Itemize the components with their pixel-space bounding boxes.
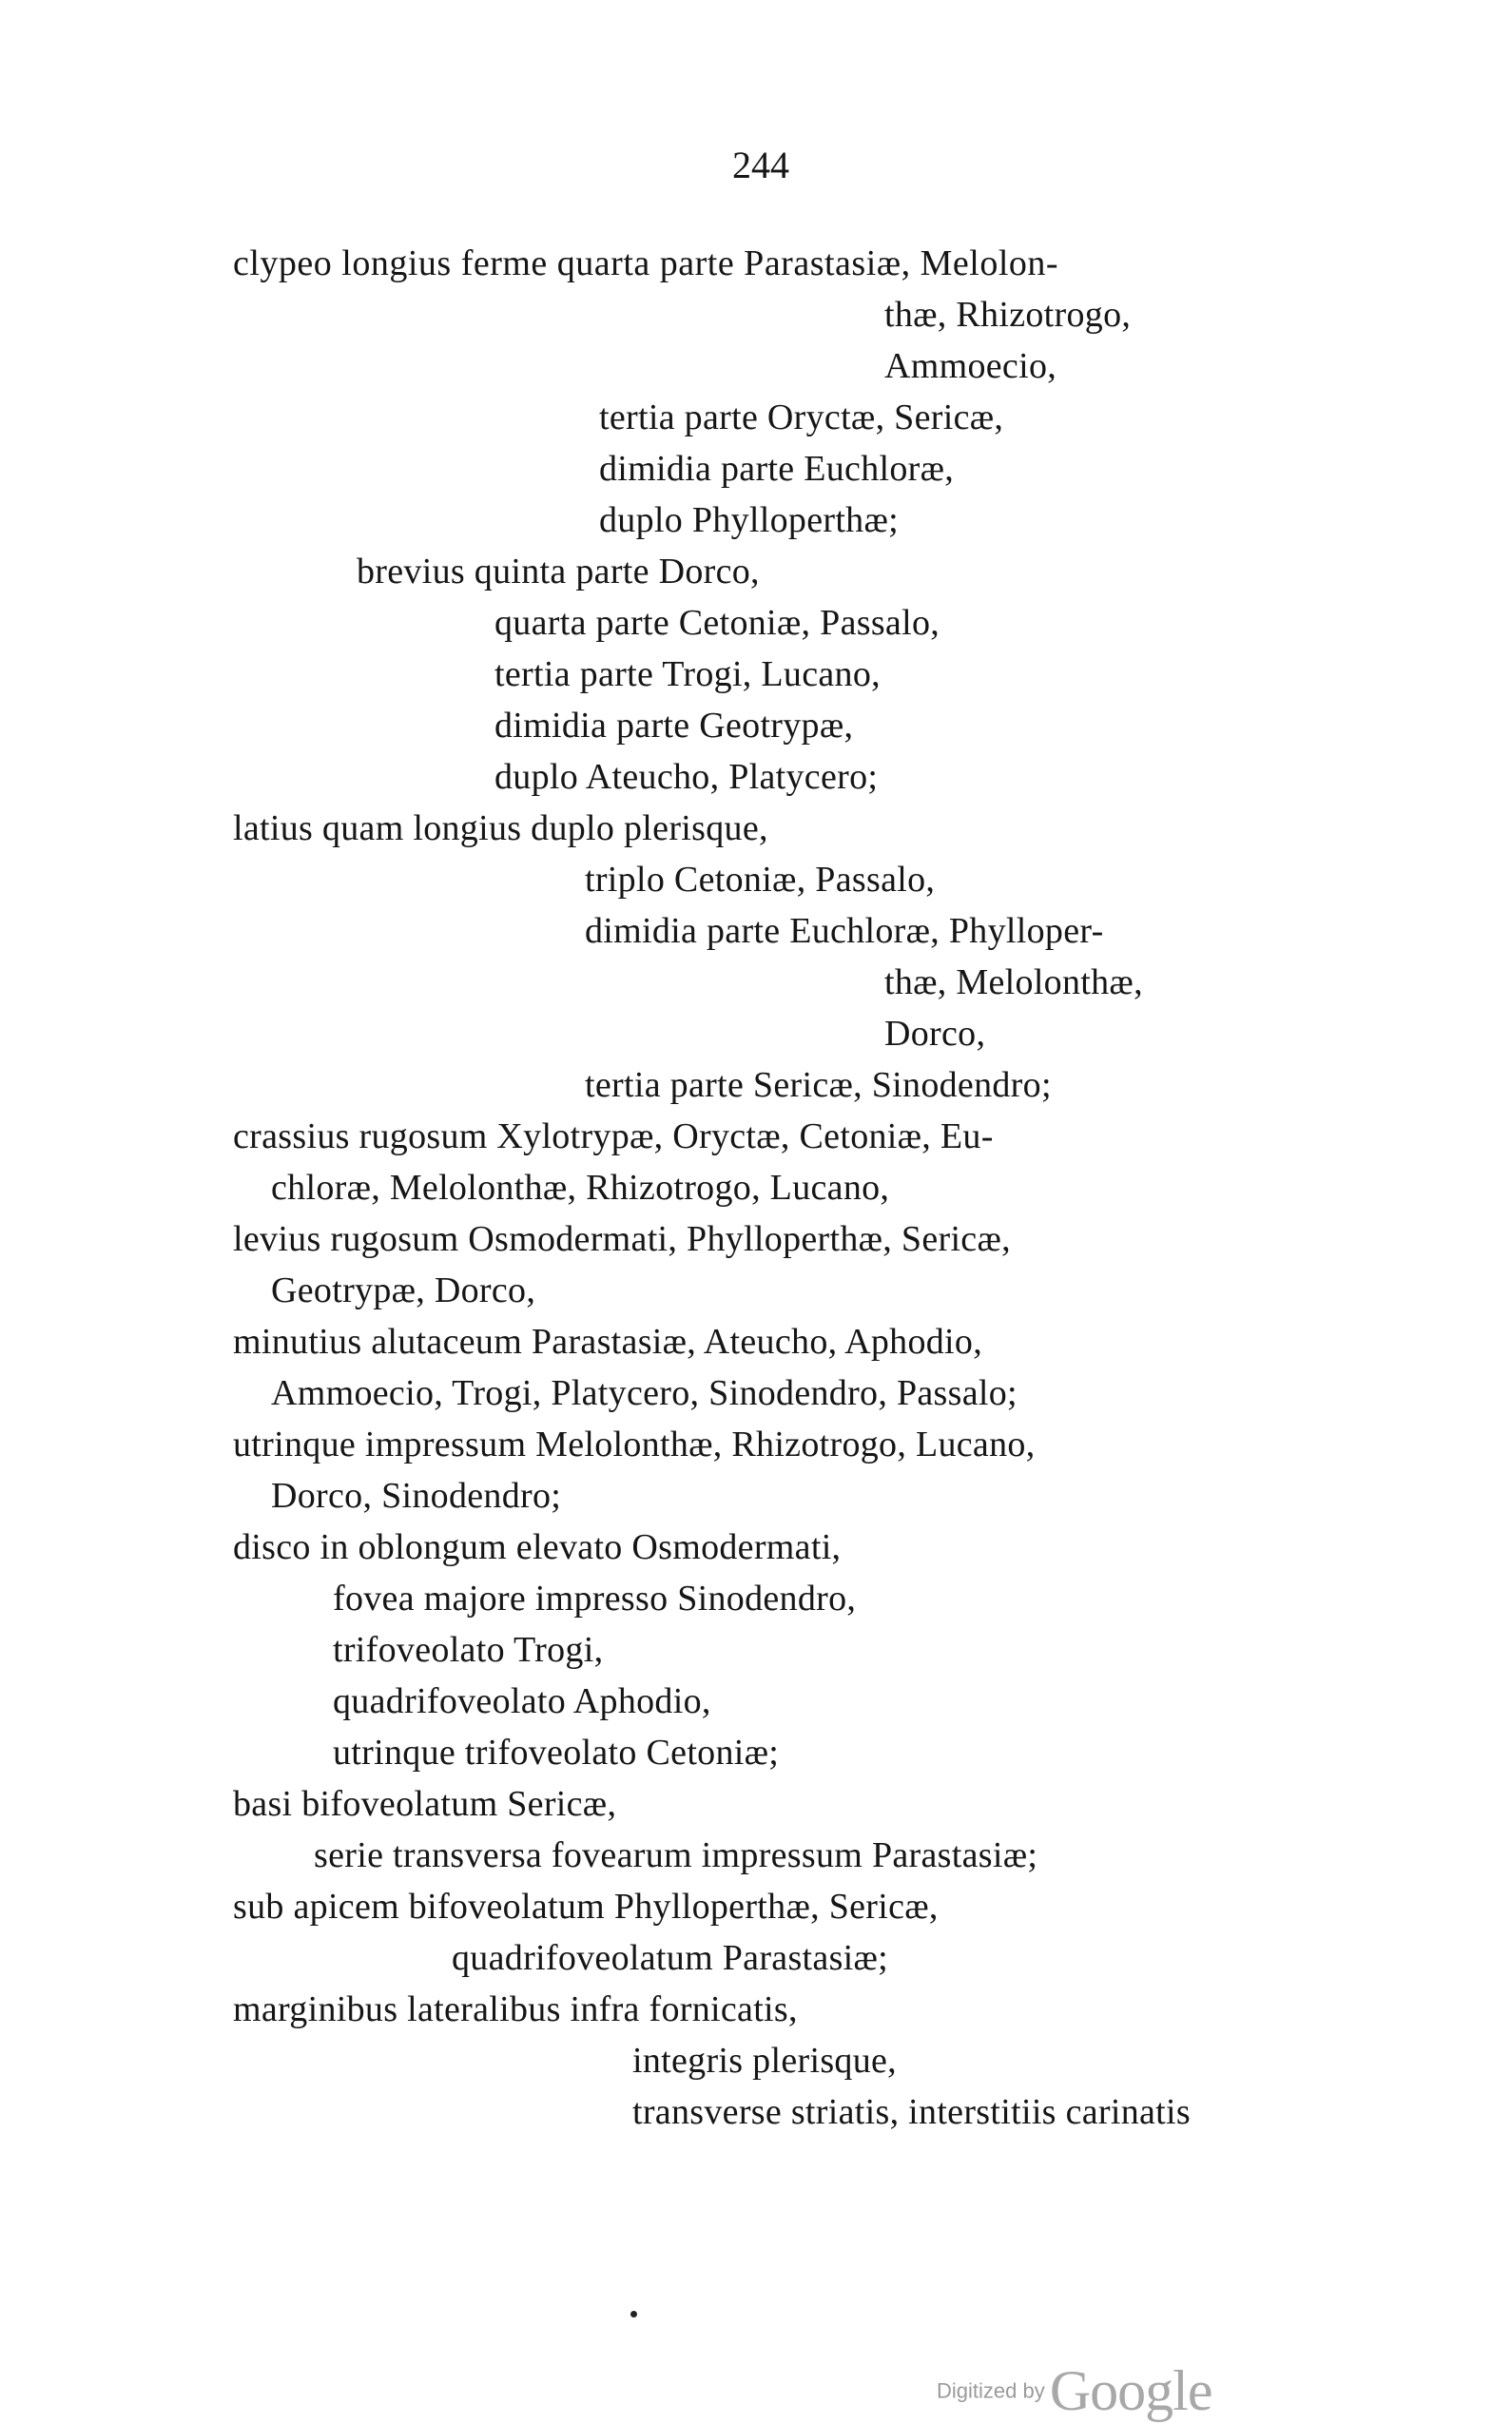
text-line: thæ, Rhizotrogo, <box>884 295 1132 335</box>
text-line: Geotrypæ, Dorco, <box>271 1270 536 1310</box>
text-line: trifoveolato Trogi, <box>333 1630 604 1670</box>
text-line: dimidia parte Geotrypæ, <box>494 706 854 746</box>
text-line: tertia parte Sericæ, Sinodendro; <box>585 1065 1052 1105</box>
digitized-by-label: Digitized by <box>937 2378 1045 2403</box>
text-line: transverse striatis, interstitiis carinatis <box>632 2092 1191 2132</box>
text-line: triplo Cetoniæ, Passalo, <box>585 860 936 900</box>
text-line: fovea majore impresso Sinodendro, <box>333 1579 857 1619</box>
text-line: basi bifoveolatum Sericæ, <box>233 1784 617 1824</box>
text-line: tertia parte Oryctæ, Sericæ, <box>599 398 1004 437</box>
text-line: Dorco, Sinodendro; <box>271 1476 562 1516</box>
text-line: utrinque impressum Melolonthæ, Rhizotrogo, Lucano, <box>233 1425 1036 1464</box>
text-line: minutius alutaceum Parastasiæ, Ateucho, Aphodio, <box>233 1322 983 1362</box>
text-line: duplo Phylloperthæ; <box>599 500 899 540</box>
text-line: quadrifoveolato Aphodio, <box>333 1681 711 1721</box>
text-line: integris plerisque, <box>632 2041 897 2081</box>
text-line: serie transversa fovearum impressum Parastasiæ; <box>314 1835 1038 1875</box>
text-line: marginibus lateralibus infra fornicatis, <box>233 1989 798 2029</box>
text-line: latius quam longius duplo plerisque, <box>233 808 768 848</box>
digitized-by-footer <box>937 2358 1212 2424</box>
stray-dot <box>630 2311 637 2317</box>
text-line: Ammoecio, <box>884 346 1057 386</box>
text-line: brevius quinta parte Dorco, <box>357 552 760 591</box>
text-line: sub apicem bifoveolatum Phylloperthæ, Sericæ, <box>233 1887 939 1927</box>
text-line: utrinque trifoveolato Cetoniæ; <box>333 1733 780 1773</box>
page-number: 244 <box>732 144 789 186</box>
text-line: disco in oblongum elevato Osmodermati, <box>233 1527 842 1567</box>
text-line: quarta parte Cetoniæ, Passalo, <box>494 603 940 643</box>
text-line: quadrifoveolatum Parastasiæ; <box>452 1938 889 1978</box>
text-line: dimidia parte Euchloræ, Phylloper- <box>585 911 1104 951</box>
text-line: duplo Ateucho, Platycero; <box>494 757 879 797</box>
text-line: chloræ, Melolonthæ, Rhizotrogo, Lucano, <box>271 1168 890 1208</box>
google-logo: Google <box>1049 2359 1212 2422</box>
text-line: levius rugosum Osmodermati, Phylloperthæ, Sericæ, <box>233 1219 1011 1259</box>
text-line: tertia parte Trogi, Lucano, <box>494 654 881 694</box>
text-line: thæ, Melolonthæ, <box>884 962 1143 1002</box>
text-line: Dorco, <box>884 1014 986 1054</box>
text-line: dimidia parte Euchloræ, <box>599 449 955 489</box>
text-line: crassius rugosum Xylotrypæ, Oryctæ, Cetoniæ, Eu- <box>233 1116 994 1156</box>
text-line: Ammoecio, Trogi, Platycero, Sinodendro, Passalo; <box>271 1373 1018 1413</box>
text-line: clypeo longius ferme quarta parte Parastasiæ, Melolon- <box>233 243 1059 283</box>
